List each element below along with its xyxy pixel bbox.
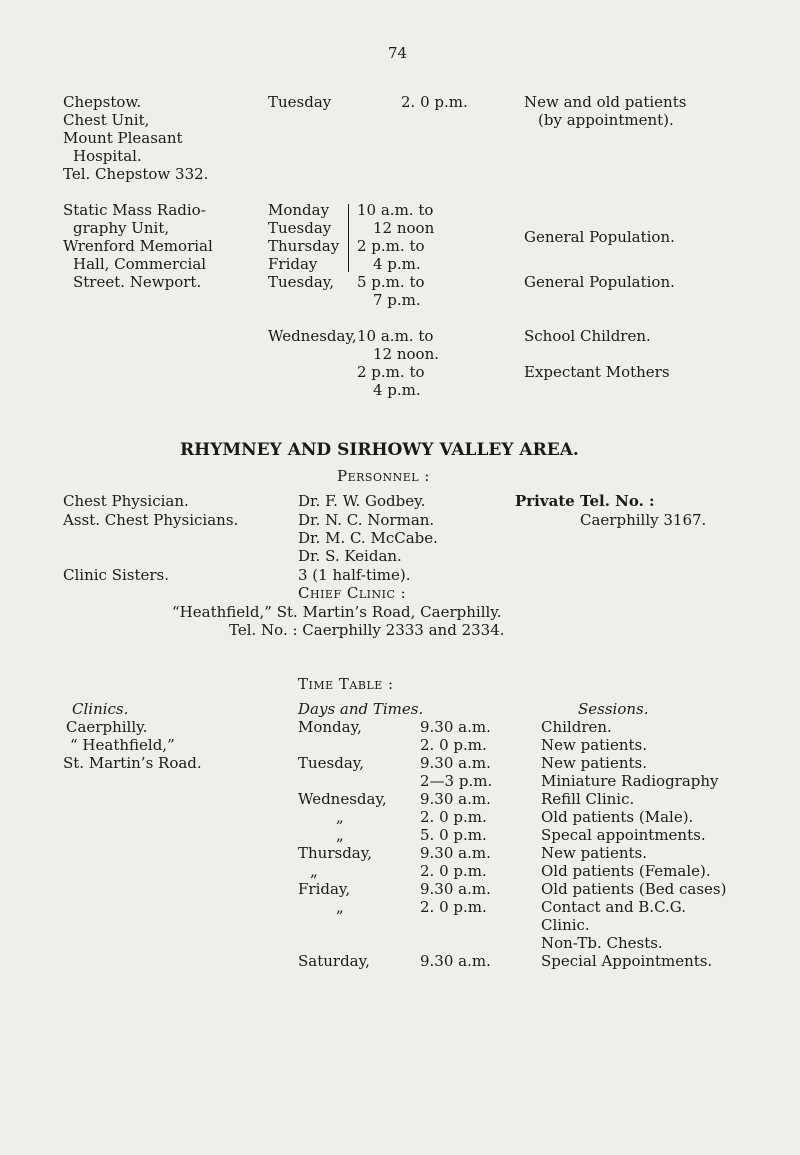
clinic-time: 10 a.m. to [357,201,434,219]
clinic-session: Expectant Mothers [524,363,670,381]
chief-clinic-heading: Chief Clinic : [298,584,407,602]
clinic-day: Tuesday [268,219,332,237]
clinic-day: Tuesday [268,93,332,111]
location-line: Hall, Commercial [73,255,207,273]
timetable-session: Children. [541,718,612,736]
timetable-day: Thursday, [298,844,372,862]
chief-clinic-address: “Heathfield,” St. Martin’s Road, Caerphilly. [172,603,502,621]
clinic-time: 5 p.m. to [357,273,425,291]
timetable-time: 9.30 a.m. [420,718,491,736]
timetable-day-ditto: „ [336,898,344,916]
timetable-time: 9.30 a.m. [420,844,491,862]
location-line: graphy Unit, [73,219,170,237]
clinic-time: 12 noon [373,219,435,237]
timetable-session: New patients. [541,736,648,754]
timetable-session: Miniature Radiography [541,772,719,790]
timetable-session: Refill Clinic. [541,790,635,808]
timetable-session: New patients. [541,754,648,772]
timetable-session: Old patients (Bed cases) [541,880,727,898]
section-heading: RHYMNEY AND SIRHOWY VALLEY AREA. [180,440,579,460]
clinic-time: 4 p.m. [373,381,421,399]
clinic-session: School Children. [524,327,651,345]
timetable-time: 9.30 a.m. [420,952,491,970]
timetable-time: 9.30 a.m. [420,754,491,772]
timetable-day: Wednesday, [298,790,387,808]
clinic-day: Wednesday, [268,327,357,345]
location-line: Wrenford Memorial [63,237,213,255]
column-header-days-times: Days and Times. [298,700,424,718]
clinic-location-line: St. Martin’s Road. [63,754,202,772]
location-line: Chepstow. [63,93,142,111]
clinic-session: General Population. [524,228,675,246]
timetable-day: Tuesday, [298,754,365,772]
clinic-time: 12 noon. [373,345,440,363]
staff-name: 3 (1 half-time). [298,566,411,584]
location-line: Static Mass Radio- [63,201,206,219]
clinic-time: 7 p.m. [373,291,421,309]
timetable-day: Monday, [298,718,362,736]
timetable-session: New patients. [541,844,648,862]
clinic-day: Friday [268,255,318,273]
personnel-heading: Personnel : [337,467,430,485]
timetable-time: 2—3 p.m. [420,772,493,790]
timetable-session: Old patients (Female). [541,862,711,880]
clinic-time: 2 p.m. to [357,363,425,381]
timetable-session: Clinic. [541,916,590,934]
timetable-session: Non-Tb. Chests. [541,934,663,952]
clinic-session: General Population. [524,273,675,291]
column-header-sessions: Sessions. [578,700,649,718]
timetable-time: 5. 0 p.m. [420,826,487,844]
bracket [348,204,349,272]
timetable-day-ditto: „ [310,862,318,880]
private-tel-value: Caerphilly 3167. [580,511,707,529]
clinic-day: Thursday [268,237,340,255]
timetable-session: Specal appointments. [541,826,706,844]
timetable-time: 2. 0 p.m. [420,736,487,754]
column-header-clinics: Clinics. [72,700,129,718]
clinic-time: 2. 0 p.m. [401,93,468,111]
location-line: Chest Unit, [63,111,150,129]
timetable-session: Special Appointments. [541,952,713,970]
timetable-day: Friday, [298,880,351,898]
clinic-day: Monday [268,201,330,219]
clinic-time: 2 p.m. to [357,237,425,255]
location-line: Hospital. [73,147,142,165]
timetable-time: 2. 0 p.m. [420,808,487,826]
timetable-heading: Time Table : [298,675,394,693]
chief-clinic-tel: Tel. No. : Caerphilly 2333 and 2334. [229,621,505,639]
timetable-day: Saturday, [298,952,370,970]
staff-name: Dr. F. W. Godbey. [298,492,426,510]
location-line: Street. Newport. [73,273,202,291]
clinic-session: New and old patients [524,93,687,111]
timetable-day-ditto: „ [336,826,344,844]
timetable-session: Contact and B.C.G. [541,898,687,916]
role-label: Asst. Chest Physicians. [63,511,239,529]
timetable-session: Old patients (Male). [541,808,694,826]
role-label: Clinic Sisters. [63,566,170,584]
clinic-location-line: “ Heathfield,” [70,736,175,754]
clinic-location-line: Caerphilly. [66,718,148,736]
timetable-day-ditto: „ [336,808,344,826]
clinic-day: Tuesday, [268,273,335,291]
clinic-time: 10 a.m. to [357,327,434,345]
location-line: Mount Pleasant [63,129,183,147]
location-line: Tel. Chepstow 332. [63,165,209,183]
staff-name: Dr. M. C. McCabe. [298,529,438,547]
private-tel-label: Private Tel. No. : [515,492,655,510]
timetable-time: 9.30 a.m. [420,880,491,898]
clinic-session: (by appointment). [538,111,674,129]
timetable-time: 9.30 a.m. [420,790,491,808]
timetable-time: 2. 0 p.m. [420,898,487,916]
timetable-time: 2. 0 p.m. [420,862,487,880]
role-label: Chest Physician. [63,492,189,510]
clinic-time: 4 p.m. [373,255,421,273]
staff-name: Dr. S. Keidan. [298,547,402,565]
page-number: 74 [388,44,408,62]
staff-name: Dr. N. C. Norman. [298,511,435,529]
